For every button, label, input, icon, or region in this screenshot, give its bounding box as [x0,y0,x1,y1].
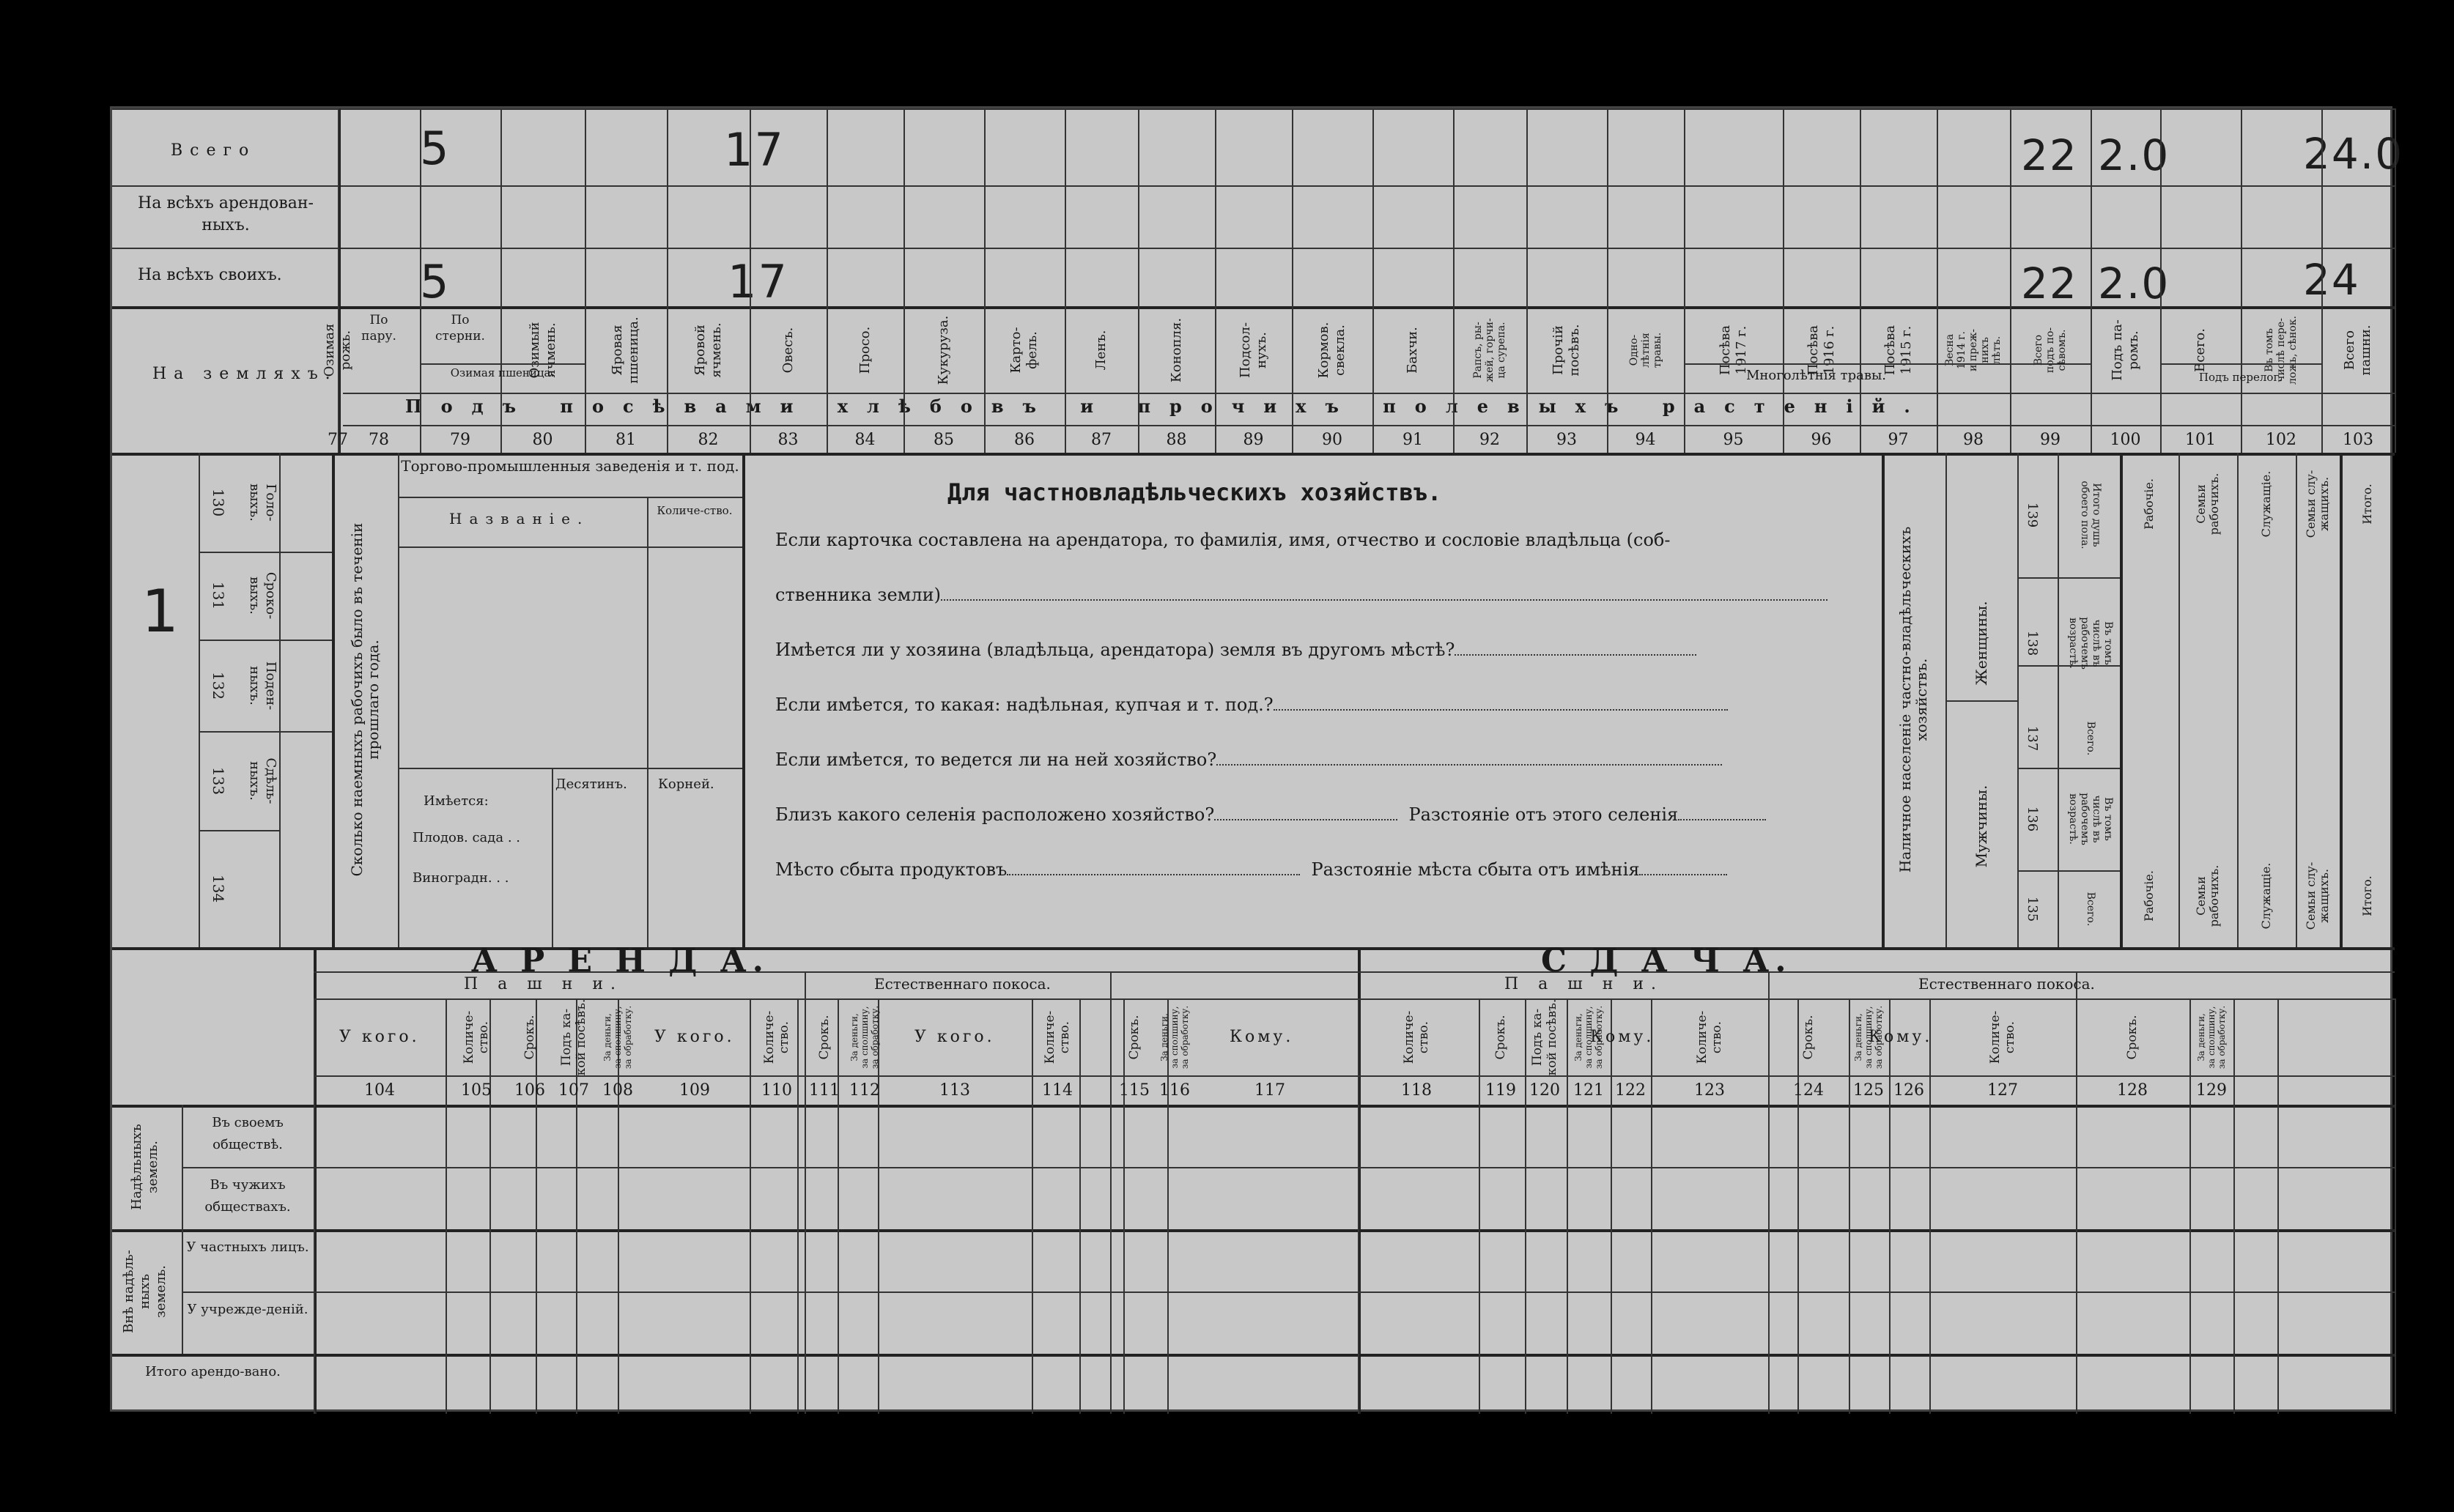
pop-num-135: 135 [2025,896,2040,922]
pop-head-135: Всего. [2085,892,2096,926]
col-num-83: 83 [777,431,799,449]
col-num-88: 88 [1166,431,1187,449]
pop-head-139: Итого душъ обоего пола. [2079,481,2102,549]
col-head-95: Посѣва 1917 г. [1717,325,1749,376]
workers-top-1: Семьи рабочихъ. [2194,472,2221,536]
bcol-num-109: 109 [679,1081,710,1100]
grid-vline [1929,998,1931,1414]
trade-vineyards: Виноградн. . . [413,870,509,886]
hw-total-100: 2.0 [2098,130,2170,180]
mid-num-132: 132 [210,671,227,700]
mid-head-133: Сдѣль- ныхъ. [247,757,278,804]
sub-perennial: Многолѣтнія травы. [1746,368,1887,383]
bcol-num-110: 110 [761,1081,792,1100]
hw-total-99: 22 [2021,130,2078,180]
col-num-86: 86 [1014,431,1035,449]
col-head-91: Бахчи. [1405,327,1420,374]
grid-vline [1215,108,1216,453]
bcol-num-112: 112 [849,1081,880,1100]
bcol-num-119: 119 [1485,1081,1516,1100]
grid-vline [1860,108,1861,453]
grid-vline [1526,108,1528,453]
grid-vline [1849,998,1850,1414]
bcol-head-114: Количе- ство. [1043,1010,1072,1064]
grid-vline [2120,453,2123,947]
workers-top-3: Семьи слу- жащихъ. [2304,470,2331,538]
col-head-84: Просо. [857,326,873,374]
col-num-79: 79 [450,431,470,449]
hw-own-82: 17 [728,255,788,308]
grid-vline [1479,998,1480,1414]
workers-top-2: Служащіе. [2259,470,2273,538]
sub-meadow: Естественнаго покоса. [1918,975,2095,993]
bcol-num-114: 114 [1042,1081,1073,1100]
pop-women: Женщины. [1973,601,1990,686]
grid-vline [2241,108,2242,453]
bcol-num-120: 120 [1529,1081,1560,1100]
bcol-num-104: 104 [364,1081,395,1100]
grid-vline [2395,998,2396,1414]
grid-vline [1611,998,1612,1414]
hw-own-100: 2.0 [2098,259,2170,308]
grid-vline [1651,998,1652,1414]
pop-num-136: 136 [2025,806,2040,832]
grid-vline [805,971,806,1414]
bcol-num-121: 121 [1573,1081,1604,1100]
col-head-103: Всего пашни. [2342,325,2373,376]
col-head-90: Кормов. свекла. [1316,322,1348,379]
bcol-num-122: 122 [1615,1081,1646,1100]
mid-num-133: 133 [210,766,227,795]
private-q2: Имѣется ли у хозяина (владѣльца, арендатора) земля въ другомъ мѣстѣ? [775,640,1696,660]
hw-own-78: 5 [420,255,451,308]
bcol-head-117: Кому. [1230,1028,1294,1046]
col-num-80: 80 [532,431,553,449]
col-num-101: 101 [2185,431,2216,449]
grid-vline [827,108,828,453]
grid-vline [585,108,586,453]
pop-num-137: 137 [2025,725,2040,752]
bcol-num-107: 107 [558,1081,589,1100]
non-allotment-lands: Внѣ надѣль- ныхъ земель. [121,1250,169,1333]
grid-vline [446,998,447,1414]
grid-vline [750,108,751,453]
col-head-86: Карто- фель. [1008,327,1040,374]
grid-vline [2237,453,2239,947]
row-label-total: Всего [171,141,256,160]
workers-bottom-3: Семьи слу- жащихъ. [2304,861,2331,930]
pop-num-138: 138 [2025,630,2040,656]
grid-vline [420,108,421,453]
grid-vline [2189,998,2191,1414]
col-num-89: 89 [1243,431,1264,449]
sublease-title: С Д А Ч А. [1541,942,1792,979]
col-head-100: Подъ па- ромъ. [2109,319,2141,381]
bcol-head-115: Срокъ. [1127,1015,1142,1060]
col-num-99: 99 [2040,431,2061,449]
grid-vline [1889,998,1891,1414]
col-head-89: Подсол- нухъ. [1237,322,1269,379]
bcol-head-124: Срокъ. [1801,1015,1816,1060]
grid-vline [1123,998,1125,1414]
col-num-85: 85 [934,431,954,449]
lease-meadow: Естественнаго покоса. [874,975,1051,993]
grid-vline [2178,453,2180,947]
bcol-num-128: 128 [2117,1081,2148,1100]
grid-vline [1684,108,1685,453]
bcol-head-129: За деньги, за сполшину, за обработку. [2196,1005,2227,1070]
grid-vline [2091,108,2092,453]
col-num-91: 91 [1402,431,1423,449]
bcol-num-129: 129 [2196,1081,2227,1100]
grid-vline [797,998,799,1414]
bcol-head-105: Количе- ство. [462,1010,491,1064]
bcol-head-123: Количе- ство. [1695,1010,1724,1064]
bcol-head-112: За деньги, за сполшину, за обработку. [849,1005,880,1070]
workers-bottom-1: Семьи рабочихъ. [2194,864,2221,927]
private-q5: Близъ какого селенія расположено хозяйство? Разстояніе отъ этого селенія [775,804,1766,825]
grid-vline [1372,108,1374,453]
bcol-num-117: 117 [1254,1081,1285,1100]
col-head-77: Озимая рожь. [322,323,353,377]
lease-title: А Р Е Н Д А. [471,942,769,979]
grid-vline [2233,998,2235,1414]
grid-vline [2296,453,2297,947]
bcol-num-108: 108 [602,1081,633,1100]
hired-workers-header: Сколько наемныхъ рабочихъ было въ теченіи прошлаго года. [348,522,382,877]
bcol-num-125: 125 [1853,1081,1884,1100]
row-own-society: Въ своемъ обществѣ. [212,1115,284,1152]
grid-vline [750,998,751,1414]
col-head-102: Въ томъ числѣ пере- ложь, сѣнок. [2263,316,2299,385]
col-num-94: 94 [1635,431,1656,449]
grid-vline [1607,108,1608,453]
bcol-head-111: Срокъ. [817,1015,832,1060]
grid-vline [2340,453,2343,947]
bcol-num-105: 105 [461,1081,492,1100]
col-head-98: Весна 1914 г. и преж- нихъ лѣтъ. [1944,329,2003,371]
census-card [110,106,2404,1412]
workers-top-4: Итого. [2359,483,2374,525]
grid-vline [2058,453,2059,947]
allotment-lands: Надѣльныхъ земель. [129,1124,160,1210]
grid-vline [1525,998,1526,1414]
bcol-num-111: 111 [809,1081,840,1100]
mid-head-132: Поден- ныхъ. [247,661,278,710]
grid-vline [1937,108,1938,453]
col-head-96: Посѣва 1916 г. [1805,325,1837,376]
bcol-head-107: Подъ ка- кой посѣвъ. [559,998,588,1076]
sub-line [1684,363,2091,365]
grid-vline [2395,108,2396,453]
bcol-num-118: 118 [1401,1081,1432,1100]
trade-col-name: Названіе. [449,510,590,527]
pop-num-139: 139 [2025,502,2040,528]
grid-vline [314,998,315,1414]
trade-orchards: Плодов. сада . . [413,830,520,845]
grid-vline [536,998,537,1414]
col-num-90: 90 [1322,431,1342,449]
grid-vline [903,108,905,453]
mid-num-134: 134 [210,874,227,903]
col-num-96: 96 [1811,431,1832,449]
hw-total-82: 17 [724,123,785,177]
private-q3: Если имѣется, то какая: надѣльная, купчая и т. под.? [775,694,1728,715]
col-num-81: 81 [616,431,636,449]
mid-num-130: 130 [210,488,227,516]
workers-bottom-0: Рабочіе. [2142,870,2156,922]
grid-vline [1032,998,1033,1414]
bcol-num-106: 106 [514,1081,545,1100]
col-num-84: 84 [854,431,876,449]
bcol-head-106: Срокъ. [522,1015,537,1060]
grid-vline [2321,108,2323,453]
private-farms-title: Для частновладѣльческихъ хозяйствъ. [947,478,1442,506]
mid-num-131: 131 [210,581,227,610]
bcol-head-121: За деньги, за сполшину, за обработку. [1573,1005,1604,1070]
col-num-97: 97 [1888,431,1909,449]
population-header: Наличное населеніе частно-владѣльческихъ хозяйствъ. [1896,526,1930,873]
grid-vline [2017,453,2019,947]
bcol-head-113: У кого. [914,1028,995,1046]
col-head-92: Рапсъ, ры- жей, горчи- ца сурепа. [1472,318,1507,382]
col-num-93: 93 [1556,431,1577,449]
bcol-num-127: 127 [1987,1081,2018,1100]
mid-head-131: Сроко- выхъ. [247,571,278,620]
grid-vline [667,108,668,453]
grid-vline [338,108,339,453]
grid-vline [2160,108,2162,453]
private-q4: Если имѣется, то ведется ли на ней хозяйство? [775,749,1722,770]
private-q1a: Если карточка составлена на арендатора, то фамилія, имя, отчество и сословіе владѣльца (соб- [775,530,1671,550]
private-q6: Мѣсто сбыта продуктовъ Разстояніе мѣста сбыта отъ имѣнія [775,859,1727,880]
grid-vline [1453,108,1455,453]
grid-vline [1783,108,1784,453]
grid-vline [984,108,986,453]
bcol-num-113: 113 [939,1081,970,1100]
col-num-98: 98 [1963,431,1984,449]
bcol-head-104: У кого. [339,1028,420,1046]
grid-vline [1358,998,1359,1414]
grid-vline [2277,998,2279,1414]
hw-total-78: 5 [420,122,451,175]
sub-line [420,363,585,365]
private-q1b: ственника земли) [775,585,1827,605]
bcol-num-123: 123 [1694,1081,1725,1100]
mid-head-130: Голо- выхъ. [247,483,278,522]
grid-hline [2017,870,2120,872]
bcol-num-126: 126 [1893,1081,1924,1100]
col-num-87: 87 [1091,431,1112,449]
trade-header: Торгово-промышленныя заведенія и т. под. [401,457,739,475]
grid-hline [2017,768,2120,769]
col-num-95: 95 [1723,431,1744,449]
bcol-head-116: За деньги, за сполшину, за обработку. [1159,1005,1190,1070]
pop-head-136: Въ томъ числѣ въ рабочемъ возрастѣ. [2067,793,2114,845]
col-head-88: Конопля. [1168,317,1184,383]
bcol-head-125: За деньги, за сполшину, за обработку. [1853,1005,1884,1070]
col-head-80: Озимый ячмень. [526,322,558,379]
col-num-103: 103 [2343,431,2373,449]
col-num-82: 82 [698,431,719,449]
col-num-92: 92 [1479,431,1500,449]
grid-vline [838,998,839,1414]
grid-vline [1768,971,1770,1414]
row-total-leased: Итого арендо-вано. [145,1364,281,1379]
col-head-94: Одно- лѣтнія травы. [1627,332,1663,368]
row-private-persons: У частныхъ лицъ. [186,1239,309,1255]
workers-top-0: Рабочіе. [2142,478,2156,530]
row-other-societies: Въ чужихъ обществахъ. [204,1177,291,1215]
lease-pashni: П а ш н и. [464,975,624,993]
col-head-78: По пару. [361,313,396,344]
bcol-head-122: Кому. [1590,1028,1655,1046]
grid-vline [2010,108,2011,453]
col-num-100: 100 [2110,431,2141,449]
pop-head-138: Въ томъ числѣ въ рабочемъ возрастѣ. [2067,617,2114,670]
row-institutions: У учрежде-деній. [187,1302,308,1317]
workers-bottom-2: Служащіе. [2259,862,2273,930]
col-head-87: Ленъ. [1093,330,1109,371]
pop-head-137: Всего. [2085,721,2096,756]
grid-hline [1945,700,2017,702]
trade-has: Имѣется: [424,793,489,809]
bcol-head-127: Количе- ство. [1988,1010,2017,1064]
sub-line [2160,363,2321,365]
bcol-head-119: Срокъ. [1493,1015,1508,1060]
bcol-head-108: За деньги, за сполшину, за обработку. [602,1005,633,1070]
bcol-head-109: У кого. [654,1028,735,1046]
sub-fallow: Подъ перелог. [2198,371,2283,384]
grid-vline [1110,971,1112,1414]
col-num-102: 102 [2266,431,2296,449]
col-num-78: 78 [369,431,389,449]
bcol-head-120: Подъ ка- кой посѣвъ. [1530,998,1559,1076]
pop-men: Мужчины. [1973,785,1990,868]
hw-mark-130: 1 [141,577,180,645]
hw-total-103: 24.0 [2303,129,2404,179]
bcol-head-110: Количе- ство. [762,1010,791,1064]
col-head-93: Прочій посѣвъ. [1551,324,1582,377]
grid-vline [1292,108,1293,453]
grid-vline [1138,108,1139,453]
bcol-head-128: Срокъ. [2125,1015,2140,1060]
col-head-99: Всего подъ по- сѣвомъ. [2033,327,2068,374]
hw-own-99: 22 [2021,259,2078,308]
col-head-83: Овесъ. [780,327,796,374]
col-head-101: Всего. [2192,328,2208,372]
row-label-on-lands: На земляхъ. [152,365,338,383]
col-num-77: 77 [328,431,348,449]
bcol-num-115: 115 [1119,1081,1150,1100]
grid-vline [2076,971,2077,1414]
grid-vline [1567,998,1568,1414]
col-head-82: Яровой ячмень. [692,322,724,378]
col-head-97: Посѣва 1915 г. [1882,325,1914,376]
sub-winter-wheat: Озимая пшеница. [450,366,555,379]
workers-bottom-4: Итого. [2359,875,2374,916]
grid-hline [2017,577,2120,579]
bcol-num-116: 116 [1159,1081,1190,1100]
bcol-head-126: Кому. [1869,1028,1933,1046]
grid-vline [1065,108,1066,453]
trade-col-desyat: Десятинъ. [555,777,627,792]
grid-vline [1079,998,1081,1414]
trade-col-roots: Корней. [658,777,714,792]
hw-own-103: 24 [2303,255,2360,305]
grid-vline [1797,998,1799,1414]
sub-pashni: П а ш н и. [1504,975,1664,993]
trade-col-qty: Количе-ство. [657,504,733,517]
row-label-own: На всѣхъ своихъ. [138,266,282,284]
bcol-head-118: Количе- ство. [1402,1010,1431,1064]
row-label-leased: На всѣхъ арендован-ныхъ. [138,194,314,234]
col-head-81: Яровая пшеница. [610,316,641,384]
grid-vline [500,108,502,453]
col-head-85: Кукуруза. [936,315,951,385]
bcol-num-124: 124 [1793,1081,1824,1100]
crops-band-title: Подъ посѣвами хлѣбовъ и прочихъ полевыхъ растеній. [405,396,1929,417]
col-head-79: По стерни. [435,313,485,344]
